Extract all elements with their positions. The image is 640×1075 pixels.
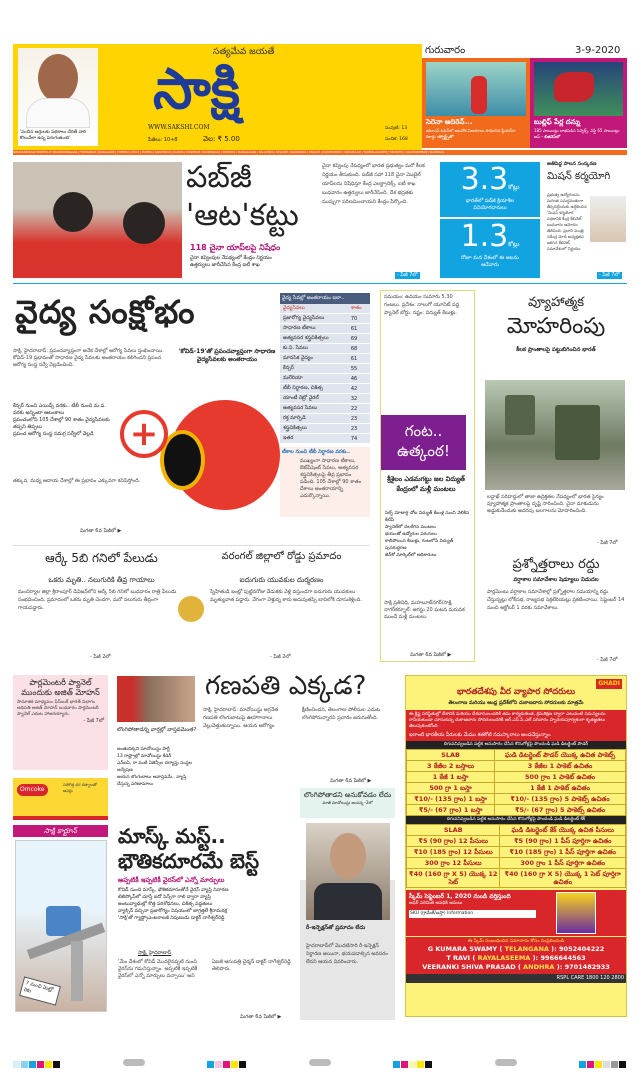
leader-photo: [18, 48, 98, 146]
health-body-2: తక్కువ, మధ్య ఆదాయ దేశాల్లో ఈ ప్రభావం ఎక్కువగా కనిపిస్తోంది.: [13, 478, 141, 484]
day: గురువారం: [425, 45, 466, 56]
table-cell: కు.ని. సేవలు: [280, 344, 348, 354]
mask-more[interactable]: మిగతా 6వ పేజీలో ▶: [240, 1014, 282, 1020]
table-row: [280, 364, 370, 374]
bullet: 13 రాష్ట్రాల్లో మావోయిస్టు కేడర్: [117, 754, 172, 759]
bullet: ఎన్‌ఐఏ, రా వంటి ఏజెన్సీల దర్యాప్తు సంస్థల అన్వేషణ: [117, 761, 192, 773]
accident-more[interactable]: - పేజీ 2లో: [270, 654, 291, 660]
ad-scheme-sub: ఆఫర్ పరిమిత అవధికి అమలు: [409, 901, 463, 906]
side-title: టీకాల నుంచి టీబీ నిర్ధారణ వరకు..: [282, 449, 350, 455]
table-row: [280, 394, 370, 404]
srisailam-bullets: [385, 510, 473, 559]
bullet: ప్రపంచ ఆరోగ్య సంస్థ సమగ్ర సర్వేలో వెల్లడి: [13, 431, 94, 437]
table-cell: 1 కేజీ 1 బస్తా: [407, 772, 495, 783]
pubg-photo: [13, 162, 182, 278]
mask-headline: మాస్క్ మస్ట్..: [118, 824, 226, 848]
stat-caption: భారత్‌లో పబ్‌జీ క్రియాశీల వినియోగదారులు: [465, 198, 515, 211]
table-cell: టీబీ నిర్ధారణ, చికిత్స: [280, 384, 348, 394]
parliament-headline: పార్లమెంటరీ ప్యానెల్ ముందుకు అజిత్ మోహన్: [21, 678, 100, 697]
table-cell: మానసిక వైద్యం: [280, 354, 348, 364]
bullet: ప్రపంచంలోని 105 దేశాల్లో 90 శాతం వైద్యసేవలకు తప్పని తిప్పలు: [13, 417, 110, 430]
mine-more[interactable]: - పేజీ 2లో: [90, 654, 111, 660]
table-cell: 61: [348, 324, 370, 334]
table-cell: ₹10 (185 గ్రాం) 1 పీస్ పూర్తిగా ఉచితం: [500, 847, 626, 858]
contact-region: ANDHRA: [523, 963, 555, 971]
table-cell: మలేరియా: [280, 374, 348, 384]
mask-headline-2: భౌతికదూరమే బెస్ట్: [118, 849, 260, 873]
teaser-business[interactable]: [530, 58, 627, 148]
srisailam-body: సాక్షి ప్రతినిధి, మహబూబ్‌నగర్/సాక్షి, నాగర్‌కర్నూల్: ఆగస్టు 20 ఘటన మరువక ముందే మళ్లీ మంటలు.: [384, 600, 465, 620]
divider: [13, 283, 627, 284]
bullet: ప్యానెల్‌లో చెలరేగిన మంటలు: [385, 525, 436, 530]
karmayogi-kicker: అతిపెద్ద పాలన సంస్కరణ: [547, 161, 597, 167]
powder-row: [407, 772, 626, 783]
table-cell: ₹10 (185 గ్రాం) 12 పీసులు: [407, 847, 500, 858]
contact-phone: 9052404222: [559, 945, 605, 953]
ganapathi-quote-box: [300, 788, 395, 818]
srisailam-headline: శ్రీశైలం ఎడమగట్టు జల విద్యుత్ కేంద్రంలో మళ్లీ మంటలు: [387, 475, 465, 493]
table-row: [280, 404, 370, 414]
table-cell: 68: [348, 344, 370, 354]
doctor-caption: రీ-ఇన్ఫెక్షన్‌తో ప్రమాదం లేదు: [306, 925, 366, 931]
issue: సంచిక: 168: [385, 137, 408, 142]
bullet: 'సాక్షి'తో గ్యాస్ట్రోఎంటరాలజీ నిపుణుడు డాక్టర్ నాగేశ్వర్‌రెడ్డి: [118, 916, 225, 921]
exam-subhead: వర్షాకాల సమావేశాల షెడ్యూలు విడుదల: [513, 577, 599, 583]
side-body: ముఖ్యంగా సాధారణ టీకాలు, ఔట్‌పేషెంట్ సేవలు, అత్యవసర శస్త్రచికిత్సలపై తీవ్ర ప్రభావం పడింది. 105 దేశాల్లో 90 శాతం దేశాలు అంతరాయాన్ని ఎదుర్కొన్నాయి.: [300, 458, 362, 499]
health-subhead: 'కోవిడ్-19'తో ప్రపంచవ్యాప్తంగా సాధారణ వైద్యసేవలకు అంతరాయం: [178, 348, 276, 363]
cartoon-sign: 7 నుంచి మెట్రో రెకు: [19, 976, 61, 1005]
table-row: [280, 334, 370, 344]
teaser-photo: [534, 62, 623, 116]
modi-photo: [590, 196, 626, 242]
table-row: [280, 374, 370, 384]
table-cell: యాంటీ రెట్రో వైరల్: [280, 394, 348, 404]
bullet: కాలిపోయిన కేబుళ్లు, గంటలోపే విద్యుత్ పునరుద్ధరణ: [385, 539, 454, 551]
bullet: అంటువ్యాధుల్లో కొత్త పరిశోధనలు, చికిత్స పద్ధతులు: [118, 902, 213, 907]
divider: [13, 545, 370, 546]
teaser-ref: - బిజినెస్‌లో: [541, 133, 561, 139]
pubg-body: చైనా కవ్వింపు నేపథ్యంలో భారత ప్రభుత్వం మరో కీలక నిర్ణయం తీసుకుంది. పబ్‌జీ సహా 118 చైనా మొబైల్ యాప్‌లను నిషేధిస్తూ కేంద్ర ఎలక్ట్రానిక్స్, ఐటీ శాఖ బుధవారం ఉత్తర్వులు జారీచేసింది. దేశ భద్రతకు ముప్పుగా పరిణమించాయని కేంద్రం పేర్కొంది.: [322, 163, 425, 205]
contact-line: G KUMARA SWAMY ( TELANGANA ): 9052404222: [427, 945, 605, 953]
contact-note: ఈ స్కీమ్ సంబంధించిన సమాచారం కోసం సంప్రదించండి: [467, 939, 565, 944]
teaser-ref: -స్పోర్ట్స్‌లో: [436, 133, 454, 139]
teaser-sports[interactable]: [422, 58, 530, 148]
table-cell: 300 గ్రాం 12 పీసులు: [407, 858, 500, 869]
ladakh-headline: మోహరింపు: [506, 314, 606, 339]
car-icon: [178, 596, 204, 622]
table-cell: 69: [348, 334, 370, 344]
karmayogi-body: ప్రభుత్వ ఉద్యోగులను మరింత సమర్థవంతంగా తీర్చిదిద్దేందుకు ఉద్దేశించిన 'మిషన్ కర్మయోగి' పథకానికి కేంద్ర కేబినెట్ బుధవారం ఆమోదం తెలిపింది. ప్రధాని మంత్రి నరేంద్ర మోదీ అధ్యక్షతన జరిగిన కేబినెట్ సమావేశంలో నిర్ణయం.: [547, 192, 587, 251]
stat-box: [440, 162, 540, 217]
teaser-text-block: [534, 128, 624, 139]
cake-head: దిగువనివ్వబడిన పట్టిక అనుసారం చేసిన కొనుగోళ్లపై పొందండి ఘడి డిటర్జెంట్ కేక్: [406, 816, 626, 824]
table-cell: 500 గ్రాం 1 పాకెట్ ఉచితం: [495, 772, 626, 783]
ganapathi-photo: [117, 676, 195, 722]
contact-phone: 9966644563: [540, 954, 586, 962]
doctor-body: హైదరాబాద్‌లో మొదటిసారి రీ-ఇన్ఫెక్షన్ నిర్ధారణ అయినా, భయపడాల్సిన అవసరం లేదని ఆయన వివరించారు.: [306, 943, 388, 965]
table-cell: శస్త్రచికిత్సలు: [280, 424, 348, 434]
table-row: [280, 314, 370, 324]
bullet: టెలిస్కోప్‌లో చూస్తే ఐదో సెన్స్‌గా గాలి ద్వారా వ్యాప్తి: [118, 895, 211, 900]
table-cell: ₹5/- (67 గ్రాం) 5 పాకెట్స్ ఉచితం: [495, 805, 626, 816]
table-cell: కేన్సర్: [280, 364, 348, 374]
srisailam-more[interactable]: మిగతా 6వ పేజీలో ▶: [410, 652, 452, 658]
virus-illustration: [150, 395, 290, 515]
logo: సాక్షి: [153, 57, 240, 122]
masthead: [13, 44, 422, 150]
table-row: [280, 344, 370, 354]
ad-brand: Omcoke: [17, 784, 48, 796]
ganapathi-more[interactable]: మిగతా 6వ పేజీలో ▶: [330, 778, 372, 784]
registration-marks: [13, 1058, 627, 1066]
ad-sku: SKU (గ్రామేజ్/బస్తా) Information: [409, 910, 536, 918]
table-cell: 70: [348, 314, 370, 324]
teaser-text: 185 పాయింట్లు లాభపడిన సెన్సెక్స్, నిఫ్టీ 65 పాయింట్లు అప్: [534, 128, 620, 139]
teaser-text-block: [426, 128, 526, 139]
powder-row: [407, 783, 626, 794]
health-headline: వైద్య సంక్షోభం: [15, 293, 196, 331]
ghadi-pack: [556, 892, 596, 934]
table-cell: 3 కేజీల 2 బస్తాలు: [407, 761, 495, 772]
small-ad[interactable]: [13, 778, 108, 820]
contact-region: TELANGANA: [504, 945, 549, 953]
contact-line: T RAVI ( RAYALASEEMA ): 9966644563: [446, 954, 586, 962]
pubg-bullets: [190, 255, 318, 269]
karmayogi-more[interactable]: - పేజీ 7లో: [599, 272, 620, 278]
table-cell: ₹5 (90 గ్రాం) 1 పీస్ పూర్తిగా ఉచితం: [500, 836, 626, 847]
table-cell: సాధారణ టీకాలు: [280, 324, 348, 334]
karmayogi-headline: మిషన్ కర్మయోగి: [547, 171, 611, 182]
accident-subhead: ఐదుగురు యువకుల దుర్మరణం: [239, 576, 324, 584]
mine-body: మంచిర్యాల జిల్లా శ్రీరాంపూర్ డివిజన్‌లోని ఆర్కే 5బి గనిలో బుధవారం రాత్రి పేలుడు సంభవించింది. ప్రమాదంలో ఒకరు మృతి చెందగా, మరో నలుగురు తీవ్రంగా గాయపడ్డారు.: [18, 589, 177, 611]
table-row: [280, 434, 370, 444]
health-side: [280, 447, 370, 517]
health-table: [280, 293, 370, 444]
teaser-photo: [426, 62, 526, 116]
ad-care: RSPL CARE 1800 120 2800: [406, 974, 626, 983]
table-cell: 32: [348, 394, 370, 404]
ad-title: భారతదేశపు వీర వ్యాపార సోదరులు: [456, 687, 576, 697]
exam-body: పార్లమెంటు వర్షాకాల సమావేశాల్లో ప్రశ్నోత్తరాల సమయాన్ని రద్దు చేస్తున్నట్లు లోక్‌సభ, రాజ్యసభ సెక్రటేరియట్లు ప్రకటించాయి. సెప్టెంబర్ 14 నుంచి అక్టోబర్ 1 వరకు సమావేశాలు.: [487, 589, 625, 611]
parliament-body: సామాజిక మాధ్యమం ఫేస్‌బుక్ భారత్ విభాగం అధిపతి అజిత్ మోహన్ బుధవారం పార్లమెంటరీ ప్యానెల్ ఎదుట హాజరయ్యారు.: [17, 700, 99, 717]
contact-name: VEERANKI SHIVA PRASAD: [422, 963, 516, 971]
mine-subhead: ఒకరు మృతి.. నలుగురికి తీవ్ర గాయాలు: [48, 576, 155, 584]
health-body: సాక్షి, హైదరాబాద్: ప్రపంచవ్యాప్తంగా అనేక దేశాల్లో ఆరోగ్య సేవలు స్తంభించాయి. కోవిడ్-19 ప్రభావంతో సాధారణ వైద్య సేవలకు అంతరాయం కలిగిందని ప్రపంచ ఆరోగ్య సంస్థ సర్వే వెల్లడించింది.: [13, 348, 164, 368]
cake-row: [407, 836, 626, 847]
table-header: శాతం: [348, 304, 370, 314]
table-cell: 22: [348, 404, 370, 414]
stat-caption: రోజూ మన దేశంలో ఈ ఆటను ఆడేవారు: [461, 255, 519, 268]
table-cell: ₹40 (160 గ్రా X 5) యొక్క 12 సెట్: [407, 869, 500, 888]
health-bullets: [13, 403, 117, 438]
bullet: ఆయన లొంగుబాటు అవాస్తవమే.. వ్యాప్తి చేస్తున్న పరిణామాలు: [117, 775, 187, 787]
contact-name: G KUMARA SWAMY: [427, 945, 498, 953]
ladakh-subhead: కీలక ప్రాంతాలపై పట్టుబిగించిన భారత్: [516, 347, 596, 353]
ladakh-more[interactable]: - పేజీ 7లో: [597, 540, 618, 546]
table-cell: ₹10/- (135 గ్రాం) 5 పాకెట్స్ ఉచితం: [495, 794, 626, 805]
ganapathi-body: సాక్షి, హైదరాబాద్: మావోయిస్టు అగ్రనేత గణపతి లొంగుబాటుపై ఊహాగానాలు వెల్లువెత్తుతున్నాయి. ఆయన ఆరోగ్యం క్షీణించిందని, తెలంగాణ పోలీసుల ఎదుట లొంగిపోనున్నారని ప్రచారం జరుగుతోంది.: [203, 707, 380, 729]
ad-red-text: ఈ క్లిష్ట పరిస్థితుల్లో దేశానికి మరియు దేశవాసులందరికీ తమ కార్యకుశలత, క్రమశిక్షణ ద్వారా ఎటువంటి సమస్యలను రానీయకుండా చూసుకున్న దుకాణదారు సోదరులందరికీ ఆర్.ఎస్.పి.ఎల్ పరివారం హృదయపూర్వకంగా కృతజ్ఞతలు తెలుపుకుంటోంది.: [409, 712, 606, 729]
table-cell: 42: [348, 384, 370, 394]
powder-row: [407, 761, 626, 772]
medical-cross-icon: +: [120, 410, 168, 458]
motto: సత్యమేవ జయతే: [213, 47, 275, 57]
table-cell: ఇతర: [280, 434, 348, 444]
bullet: భయంతో ఉద్యోగుల పరుగులు: [385, 532, 437, 537]
ladakh-kicker: వ్యూహాత్మక: [527, 295, 585, 310]
powder-row: [407, 805, 626, 816]
table-row: [280, 324, 370, 334]
teaser-title: సెరెనా అదిరెన్...: [426, 118, 473, 126]
table-cell: ₹40 (160 గ్రా X 5) యొక్క 1 సెట్ పూర్తిగా ఉచితం: [500, 869, 626, 888]
ghadi-ad[interactable]: [405, 675, 627, 1017]
bullet: ఉత్తర్వులు జారీచేసిన కేంద్ర ఐటీ శాఖ: [190, 262, 260, 268]
mine-headline: ఆర్కే 5బి గనిలో పేలుడు: [45, 551, 158, 565]
bullet: కొవిడ్ నుంచి మాస్క్, భౌతికదూరంతోనే వైరస్ వ్యాప్తి నివారణ: [118, 888, 229, 893]
col-header: ఘడి డిటర్జెంట్ పౌడర్ యొక్క ఉచిత పాకెట్స్: [495, 750, 626, 761]
ad-salute: ఇలాంటి భారతీయ వీరులకు మేము శతకోటి నమస్కారాలు అందచేస్తున్నాం.: [409, 732, 552, 738]
table-cell: ₹10/- (135 గ్రాం) 1 బస్తా: [407, 794, 495, 805]
contact-phone: 9701482933: [564, 963, 610, 971]
mask-byline: సాక్షి, హైదరాబాద్: [138, 950, 172, 956]
table-cell: 23: [348, 414, 370, 424]
col-header: SLAB: [407, 750, 495, 761]
bullet: వ్యాక్సిన్ వచ్చినా ప్రజారోగ్యం విషయంలో జాగ్రత్తలే శ్రీరామరక్ష: [118, 909, 227, 914]
contact-line: VEERANKI SHIVA PRASAD ( ANDHRA ): 9701482933: [422, 963, 610, 971]
ganapathi-headline: గణపతి ఎక్కడ?: [205, 671, 367, 701]
contact-name: T RAVI: [446, 954, 471, 962]
ladakh-body: లద్దాఖ్ సరిహద్దులో తాజా ఉద్రిక్తతల నేపథ్యంలో భారత సైన్యం వ్యూహాత్మక ప్రాంతాలపై దృష్టి సారించింది. చైనా దూకుడును అడ్డుకునేందుకు అదనపు బలగాలను మోహరించింది.: [487, 494, 604, 514]
table-cell: 55: [348, 364, 370, 374]
col-header: SLAB: [407, 825, 500, 836]
table-cell: అత్యవసర శస్త్రచికిత్సలు: [280, 334, 348, 344]
cake-row: [407, 847, 626, 858]
srisailam-timeline: సమయం: ఉదయం సుమారు 5.30 గంటలు. ప్రదేశం: నాలుగో యూనిట్ వద్ద ప్యానెల్ బోర్డు. నష్టం: విద్యుత్ కేబుళ్లు.: [384, 294, 460, 316]
editions-strip: SIMULTANEOUSLY PRINTED AT MAHABOOBNAGAR | HYDERABAD | BANGALORE | CHENNAI | DELHI | MUMBAI | ANANTAPUR | KADAPA | KHAMMAM | KARIMNAGAR | KURNOOL | MANGALAGIRI | NALGONDA | NELLORE | NIZAMABAD | ONGOLE | RAJAHMUNDRY | SRIKAKULAM | TADEPALLIGUDEM | TIRUPATHI | VISAKHAPATNAM | WARANGAL: [13, 150, 627, 155]
bullet: చైనా కవ్వింపుల నేపథ్యంలో కేంద్రం నిర్ణయం: [190, 255, 272, 261]
table-cell: అత్యవసర సేవలు: [280, 404, 348, 414]
exam-headline: ప్రశ్నోత్తరాలు రద్దు: [512, 557, 600, 572]
table-cell: 61: [348, 354, 370, 364]
parliament-box: [13, 675, 108, 770]
mask-bullets: [118, 887, 300, 922]
pubg-headline-2: 'ఆట'కట్టు: [186, 198, 299, 233]
table-cell: 23: [348, 424, 370, 434]
teaser-text: యూఎస్ ఓపెన్‌లో అలవోక విజయాలు సాధించిన ప్లేయర్‌గా రికార్డు: [426, 128, 516, 139]
col-header: ఘడి డిటర్జెంట్ కేక్ యొక్క ఉచిత పీసులు: [500, 825, 626, 836]
table-cell: 500 గ్రా 1 బస్తా: [407, 783, 495, 794]
cartoon: [15, 840, 107, 1012]
table-cell: 3 కేజీల 1 పాకెట్ ఉచితం: [495, 761, 626, 772]
ad-text: సరికొత్త ధర రత్నాలతో ఆఫర్లు: [63, 782, 97, 793]
army-trucks-photo: [485, 380, 625, 490]
srisailam-box-title: గంట.. ఉత్కంఠ!: [381, 415, 466, 470]
bullet: అంతుచిక్కని మావోయిస్టు పార్టీ: [117, 747, 170, 752]
date: 3-9-2020: [575, 45, 621, 56]
table-cell: 1 కేజీ 1 పాకెట్ ఉచితం: [495, 783, 626, 794]
stat-unit: కోట్లు: [508, 241, 520, 248]
stat-unit: కోట్లు: [508, 184, 520, 191]
stat-value: 1.3: [460, 219, 509, 254]
powder-row: [407, 794, 626, 805]
quote: లొంగిపోతాడని అనుకోవడం లేదు: [303, 791, 392, 799]
powder-head: దిగువనివ్వబడిన పట్టిక అనుసారం చేసిన కొనుగోళ్లపై పొందండి ఘడి డిటర్జెంట్ పౌడర్: [406, 741, 626, 749]
price: వెల: ₹ 5.00: [203, 135, 240, 143]
ghadi-logo: GHADI: [598, 680, 620, 687]
ad-scheme: స్కీమ్ సెప్టెంబర్ 1, 2020 నుండి వర్తిస్తుంది: [409, 893, 511, 900]
table-row: [280, 384, 370, 394]
website: WWW.SAKSHI.COM: [148, 124, 210, 131]
bullet: కేన్సర్ నుంచి ఎయిడ్స్ వరకు.. టీబీ నుంచి మ.ప. వరకు అన్నింటా ఆటంకాలు: [13, 403, 106, 416]
teaser-title: బుల్లి‌ఫ్ పేర్ల దన్ను: [534, 118, 581, 126]
stat-value: 3.3: [460, 162, 509, 197]
cake-row: [407, 858, 626, 869]
accident-body: స్నేహితుడి ఇంట్లో పుట్టినరోజు వేడుకకు వెళ్లి వస్తుండగా ఐదుగురు యువకులు మృత్యువాత పడ్డారు. వేగంగా వెళ్తున్న కారు అదుపుతప్పి బావిలోకి దూసుకెళ్లింది.: [210, 589, 362, 603]
table-cell: 46: [348, 374, 370, 384]
mask-body: 'మేం దేశంలో కోవిడ్ మొదలైనప్పటి నుంచి వైరస్‌ను గమనిస్తున్నాం. అప్పటికీ ఇప్పటికీ వైరస్‌లో ఎన్నో మార్పులు వచ్చాయి' అని ఏఐజీ ఆసుపత్రి చైర్మన్ డాక్టర్ నాగేశ్వర్‌రెడ్డి తెలిపారు.: [118, 959, 291, 979]
table-row: [280, 354, 370, 364]
accident-headline: వరంగల్ జిల్లాలో రోడ్డు ప్రమాదం: [221, 551, 342, 562]
stat-box: [440, 219, 540, 278]
volume: సంపుటి: 13: [385, 126, 408, 131]
leader-quote: 'పంచిన ఆర్తులకు పథకాలు చేరితే వారి కొలువేలా ఉన్న పెరుగుతుంది': [20, 130, 86, 141]
quote-source: మాజీ మావోయిస్టు జంపన్న -2లో: [322, 800, 373, 805]
mask-subhead: అప్పటికీ ఇప్పటికీ వైరస్‌లో ఎన్నో మార్పులు: [118, 876, 225, 884]
parliament-more[interactable]: - పేజీ 7లో: [83, 718, 104, 724]
table-cell: 300 గ్రాం 1 పీస్ పూర్తిగా ఉచితం: [500, 858, 626, 869]
contact-region: RAYALASEEMA: [477, 954, 531, 962]
exam-more[interactable]: - పేజీ 7లో: [597, 657, 618, 663]
ad-subtitle: తెలంగాణ మరియు ఆంధ్ర ప్రదేశ్‌లోని దుకాణదారు సోదరులకు మాత్రమే: [448, 700, 584, 706]
ganapathi-bullets: [117, 746, 197, 788]
pubg-more[interactable]: - పేజీ 7లో: [397, 272, 418, 278]
table-cell: 74: [348, 434, 370, 444]
table-cell: ₹5 (90 గ్రాం) 12 పీసులు: [407, 836, 500, 847]
bullet: సెల్ఫ్ మోటార్ల చోట విద్యుత్ కేబుళ్ల నుంచి వెలికిన కేటీపీ: [385, 511, 470, 523]
pages: పేజీలు: 10+8: [148, 137, 178, 143]
table-cell: ప్రజారోగ్య వైద్యసేవలు: [280, 314, 348, 324]
cake-row: [407, 869, 626, 888]
cartoon-banner: సాక్షి కార్టూన్: [13, 825, 108, 837]
bullet: జెన్‌కో మార్కెట్‌లో అధికారులు: [385, 553, 437, 558]
pubg-headline: పబ్‌జీ: [186, 160, 252, 195]
table-row: [280, 424, 370, 434]
health-more[interactable]: మిగతా 6వ పేజీలో ▶: [80, 528, 122, 534]
doctor-photo: [306, 823, 390, 920]
table-header: వైద్యసేవలు: [280, 304, 348, 314]
table-title: వైద్య సేవల్లో అంతరాయం ఇలా..: [280, 293, 370, 304]
table-cell: రక్త మార్పిడి: [280, 414, 348, 424]
ganapathi-photo-caption: లొంగిపోతాడన్న వార్తల్లో వాస్తవమెంత?: [117, 727, 197, 733]
table-cell: ₹5/- (67 గ్రాం) 1 బస్తా: [407, 805, 495, 816]
table-row: [280, 414, 370, 424]
pubg-subhead: 118 చైనా యాప్‌లపై నిషేధం: [190, 243, 281, 252]
